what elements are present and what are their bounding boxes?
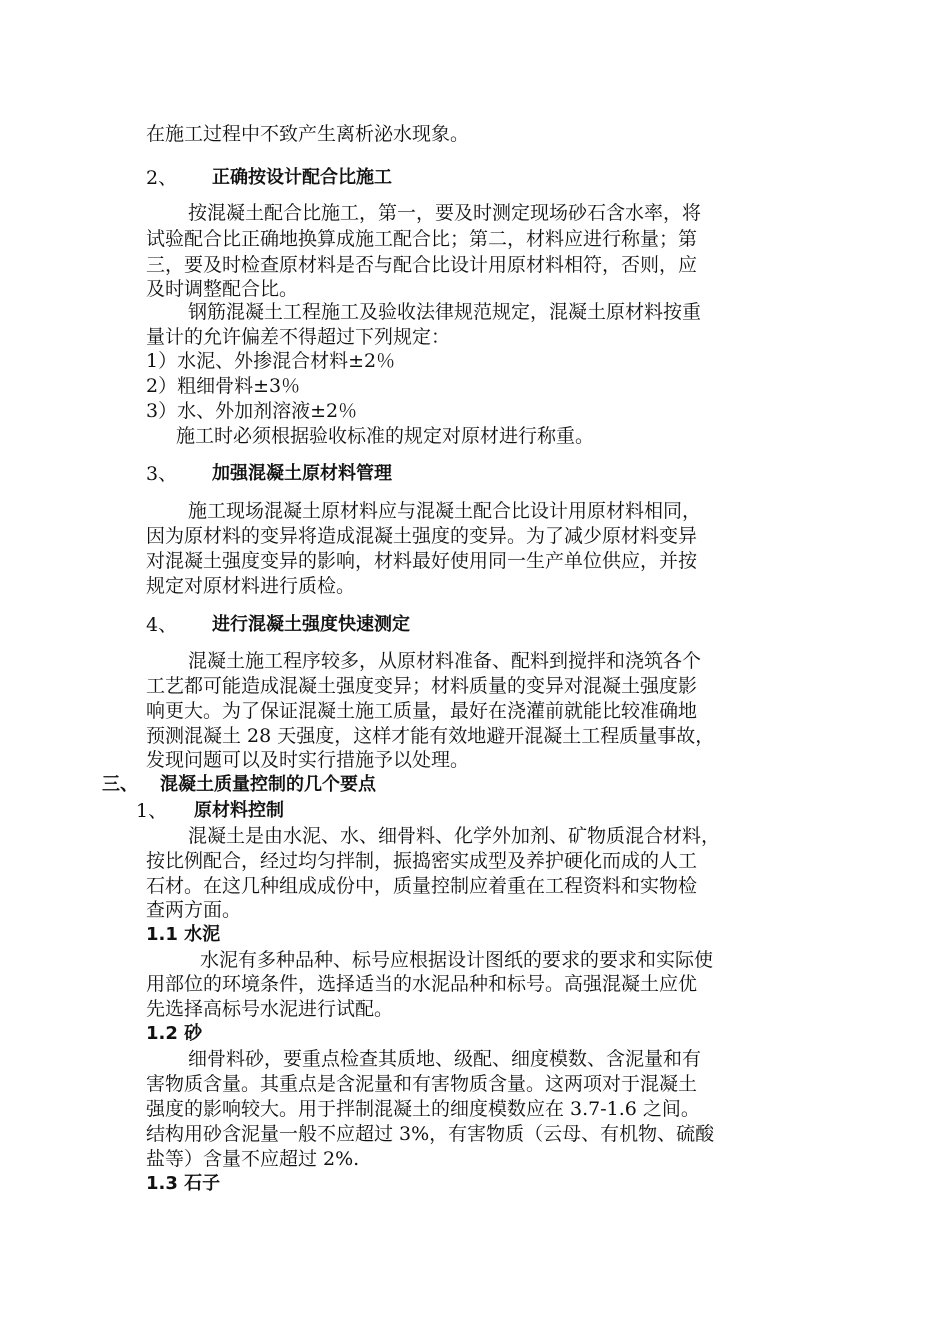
- section-heading: 原材料控制: [194, 800, 284, 821]
- text-line: 因为原材料的变异将造成混凝土强度的变异。为了减少原材料变异: [146, 525, 698, 547]
- text-line: 及时调整配合比。: [146, 278, 299, 300]
- section-heading: 加强混凝土原材料管理: [212, 463, 392, 484]
- text-line: 强度的影响较大。用于拌制混凝土的细度模数应在 3.7-1.6 之间。: [146, 1098, 700, 1120]
- text-line: 盐等）含量不应超过 2%.: [146, 1148, 360, 1170]
- list-item: 2）粗细骨料±3％: [146, 375, 301, 397]
- text-line: 响更大。为了保证混凝土施工质量，最好在浇灌前就能比较准确地: [146, 700, 698, 722]
- subsection-heading: 1.2 砂: [146, 1023, 203, 1044]
- text-line: 混凝土是由水泥、水、细骨料、化学外加剂、矿物质混合材料，: [188, 825, 721, 847]
- text-line: 预测混凝土 28 天强度，这样才能有效地避开混凝土工程质量事故，: [146, 725, 715, 747]
- text-line: 按比例配合，经过均匀拌制，振捣密实成型及养护硬化而成的人工: [146, 850, 698, 872]
- subsection-heading: 1.3 石子: [146, 1173, 221, 1194]
- text-line: 在施工过程中不致产生离析泌水现象。: [146, 123, 470, 145]
- text-line: 钢筋混凝土工程施工及验收法律规范规定，混凝土原材料按重: [188, 301, 702, 323]
- text-line: 查两方面。: [146, 899, 242, 921]
- section-number: 1、: [136, 800, 168, 822]
- subsection-heading: 1.1 水泥: [146, 924, 221, 945]
- section-heading: 正确按设计配合比施工: [212, 167, 392, 188]
- text-line: 混凝土施工程序较多，从原材料准备、配料到搅拌和浇筑各个: [188, 650, 702, 672]
- text-line: 结构用砂含泥量一般不应超过 3%，有害物质（云母、有机物、硫酸: [146, 1123, 715, 1145]
- text-line: 试验配合比正确地换算成施工配合比；第二，材料应进行称量；第: [146, 228, 698, 250]
- list-item: 1）水泥、外掺混合材料±2％: [146, 350, 396, 372]
- chapter-number: 三、: [102, 774, 138, 795]
- text-line: 发现问题可以及时实行措施予以处理。: [146, 749, 470, 771]
- section-number: 3、: [146, 463, 178, 485]
- text-line: 三，要及时检查原材料是否与配合比设计用原材料相符，否则，应: [146, 254, 698, 276]
- text-line: 对混凝土强度变异的影响，材料最好使用同一生产单位供应，并按: [146, 550, 698, 572]
- text-line: 用部位的环境条件，选择适当的水泥品种和标号。高强混凝土应优: [146, 973, 698, 995]
- chapter-heading: 混凝土质量控制的几个要点: [160, 774, 376, 795]
- text-line: 规定对原材料进行质检。: [146, 575, 356, 597]
- text-line: 害物质含量。其重点是含泥量和有害物质含量。这两项对于混凝土: [146, 1073, 698, 1095]
- text-line: 施工时必须根据验收标准的规定对原材进行称重。: [176, 425, 595, 447]
- text-line: 量计的允许偏差不得超过下列规定：: [146, 326, 451, 348]
- section-heading: 进行混凝土强度快速测定: [212, 614, 410, 635]
- text-line: 先选择高标号水泥进行试配。: [146, 998, 394, 1020]
- text-line: 工艺都可能造成混凝土强度变异；材料质量的变异对混凝土强度影: [146, 675, 698, 697]
- section-number: 4、: [146, 614, 178, 636]
- text-line: 水泥有多种品种、标号应根据设计图纸的要求的要求和实际使: [200, 949, 714, 971]
- section-number: 2、: [146, 167, 178, 189]
- text-line: 石材。在这几种组成成份中，质量控制应着重在工程资料和实物检: [146, 875, 698, 897]
- text-line: 施工现场混凝土原材料应与混凝土配合比设计用原材料相同，: [188, 500, 702, 522]
- text-line: 细骨料砂，要重点检查其质地、级配、细度模数、含泥量和有: [188, 1048, 702, 1070]
- list-item: 3）水、外加剂溶液±2％: [146, 400, 358, 422]
- text-line: 按混凝土配合比施工，第一，要及时测定现场砂石含水率，将: [188, 202, 702, 224]
